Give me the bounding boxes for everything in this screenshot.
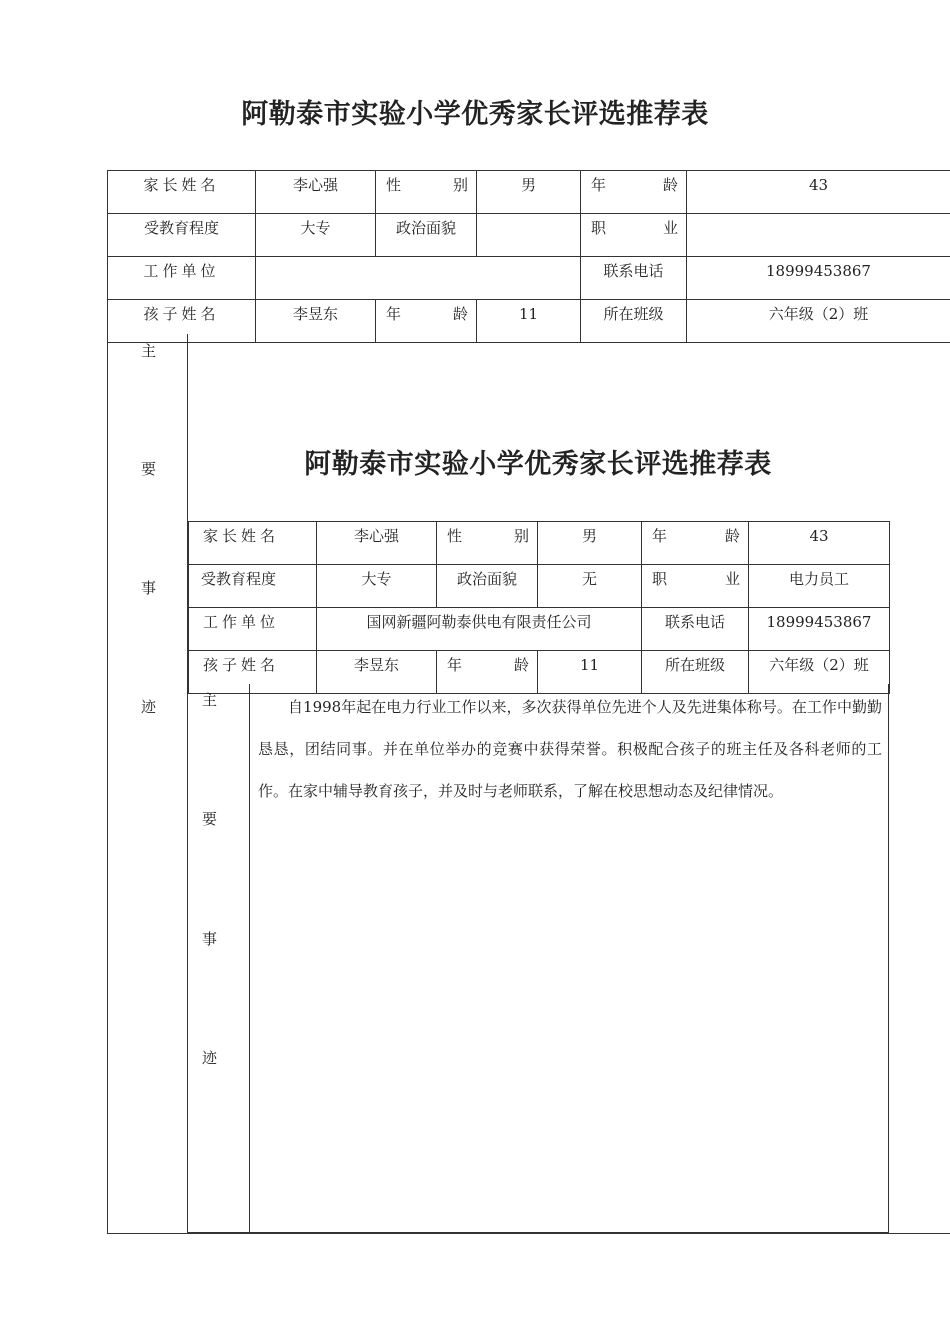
table-row bbox=[189, 565, 890, 608]
parent-name-value: 李心强 bbox=[256, 171, 376, 214]
table-row bbox=[108, 214, 950, 257]
table-row bbox=[108, 257, 950, 300]
child-name-value: 李昱东 bbox=[317, 651, 437, 694]
age-value: 43 bbox=[687, 171, 950, 214]
deeds-label-char: 主 bbox=[141, 342, 157, 360]
gender-label: 性 别 bbox=[437, 522, 538, 565]
education-value: 大专 bbox=[317, 565, 437, 608]
deeds-text: 自1998年起在电力行业工作以来，多次获得单位先进个人及先进集体称号。在工作中勤勤恳恳，团结同事。并在单位举办的竞赛中获得荣誉。积极配合孩子的班主任及各科老师的工作。在家中辅导教育孩子，并及时与老师联系，了解在校思想动态及纪律情况。 bbox=[258, 698, 882, 800]
deeds-label-char: 主 bbox=[202, 691, 218, 709]
deeds-label-char: 要 bbox=[141, 460, 157, 478]
gender-value: 男 bbox=[477, 171, 581, 214]
table-row bbox=[189, 608, 890, 651]
occupation-label: 职 业 bbox=[581, 214, 687, 257]
parent-name-value: 李心强 bbox=[317, 522, 437, 565]
table-row bbox=[108, 171, 950, 214]
workplace-label: 工作单位 bbox=[189, 608, 317, 651]
deeds-label-char: 要 bbox=[202, 810, 218, 828]
table-row bbox=[189, 522, 890, 565]
child-age-label: 年 龄 bbox=[437, 651, 538, 694]
child-age-value: 11 bbox=[477, 300, 581, 343]
child-age-value: 11 bbox=[538, 651, 642, 694]
education-label: 受教育程度 bbox=[108, 214, 256, 257]
age-value: 43 bbox=[749, 522, 890, 565]
political-value bbox=[477, 214, 581, 257]
outer-form-table bbox=[107, 170, 950, 343]
page-title: 阿勒泰市实验小学优秀家长评选推荐表 bbox=[241, 99, 709, 130]
phone-label: 联系电话 bbox=[581, 257, 687, 300]
parent-name-label: 家长姓名 bbox=[108, 171, 256, 214]
occupation-label: 职 业 bbox=[642, 565, 749, 608]
child-name-value: 李昱东 bbox=[256, 300, 376, 343]
child-name-label: 孩子姓名 bbox=[189, 651, 317, 694]
class-value: 六年级（2）班 bbox=[687, 300, 950, 343]
workplace-label: 工作单位 bbox=[108, 257, 256, 300]
workplace-value: 国网新疆阿勒泰供电有限责任公司 bbox=[317, 608, 642, 651]
embedded-deeds-label-column bbox=[188, 684, 250, 1233]
education-value: 大专 bbox=[256, 214, 376, 257]
deeds-label-char: 事 bbox=[141, 579, 157, 597]
occupation-value: 电力员工 bbox=[749, 565, 890, 608]
age-label: 年 龄 bbox=[642, 522, 749, 565]
occupation-value bbox=[687, 214, 950, 257]
parent-name-label: 家长姓名 bbox=[189, 522, 317, 565]
deeds-label-char: 事 bbox=[202, 930, 218, 948]
deeds-label-char: 迹 bbox=[202, 1049, 218, 1067]
class-label: 所在班级 bbox=[581, 300, 687, 343]
age-label: 年 龄 bbox=[581, 171, 687, 214]
child-name-label: 孩子姓名 bbox=[108, 300, 256, 343]
phone-label: 联系电话 bbox=[642, 608, 749, 651]
embedded-form-title: 阿勒泰市实验小学优秀家长评选推荐表 bbox=[304, 449, 772, 480]
education-label: 受教育程度 bbox=[189, 565, 317, 608]
class-label: 所在班级 bbox=[642, 651, 749, 694]
class-value: 六年级（2）班 bbox=[749, 651, 890, 694]
workplace-value bbox=[256, 257, 581, 300]
gender-label: 性 别 bbox=[376, 171, 477, 214]
inner-form-table bbox=[188, 521, 890, 694]
political-value: 无 bbox=[538, 565, 642, 608]
deeds-label-char: 迹 bbox=[141, 698, 157, 716]
gender-value: 男 bbox=[538, 522, 642, 565]
political-label: 政治面貌 bbox=[437, 565, 538, 608]
phone-value: 18999453867 bbox=[749, 608, 890, 651]
phone-value: 18999453867 bbox=[687, 257, 950, 300]
political-label: 政治面貌 bbox=[376, 214, 477, 257]
child-age-label: 年 龄 bbox=[376, 300, 477, 343]
